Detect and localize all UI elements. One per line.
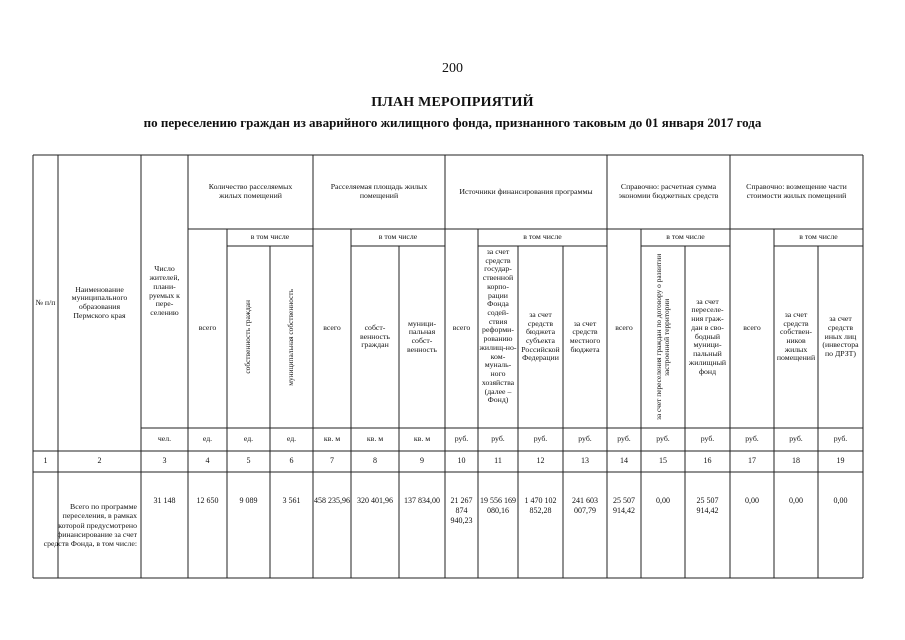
header-area-owner: собст-венность граждан [360,322,390,350]
column-number-cell: 7 [330,456,334,466]
table-cell: 0,00 [656,496,670,505]
table-cell: 31 148 [153,496,176,505]
unit-cell: кв. м [323,434,341,444]
header-save-contract [641,246,685,428]
header-incl-funding: в том числе [523,232,562,242]
header-group-area: Расселяемая площадь жилых помещений [330,182,428,200]
column-number-cell: 6 [289,456,294,466]
header-incl-count: в том числе [250,232,290,242]
table-cell: 0,00 [745,496,759,505]
header-save-contract-text: за счет переселения граждан по договору о развитии застроенной территории [653,253,671,421]
unit-cell: руб. [745,434,759,444]
header-fund-corp: за счет средств государ-ственной корпо-рации Фонда содей-ствия реформи-рованию жилищ-но-ком-муналь-ного хозяйства (далее – Фонд) [479,247,517,405]
header-area-total: всего [323,323,341,333]
table-cell: 1 470 102 852,28 [524,496,557,515]
unit-cell: руб. [833,434,848,444]
table-cell: 21 267 874 940,23 [450,496,473,525]
unit-cell: ед. [243,434,254,444]
column-number-cell: 18 [792,456,800,466]
unit-cell: руб. [533,434,548,444]
header-comp-other: за счет средств иных лиц (инвестора по ДРЗТ) [822,314,859,359]
unit-cell: руб. [617,434,631,444]
header-fund-region: за счет средств бюджета субъекта Российской Федерации [521,309,560,363]
header-comp-total: всего [743,323,761,333]
table-cell: 0,00 [789,496,803,505]
unit-cell: руб. [656,434,670,444]
table-cell: 12 650 [196,496,219,505]
header-incl-comp: в том числе [799,232,838,242]
table-cell: 9 089 [239,496,258,505]
unit-cell: ед. [202,434,213,444]
header-comp-owners: за счет средств собствен-ников жилых помещений [776,309,816,363]
header-savings-total: всего [615,323,633,333]
column-number-cell: 11 [494,456,502,466]
column-number-cell: 14 [620,456,628,466]
column-number-cell: 8 [373,456,377,466]
header-area-municipal: муници-пальная собст-венность [407,318,437,354]
unit-cell: руб. [700,434,715,444]
unit-cell: кв. м [413,434,431,444]
unit-cell: чел. [157,434,172,444]
table-cell: 241 603 007,79 [572,496,598,515]
document-subtitle: по переселению граждан из аварийного жилищного фонда, признанного таковым до 01 января 2017 года [143,115,762,130]
document-title: ПЛАН МЕРОПРИЯТИЙ [371,95,534,110]
header-incl-savings: в том числе [666,232,705,242]
column-number-cell: 4 [205,456,210,466]
table-cell: 137 834,00 [404,496,440,505]
header-count-owner [227,246,270,428]
unit-cell: руб. [454,434,469,444]
header-group-count: Количество расселяемых жилых помещений [208,182,293,200]
column-number-cell: 19 [836,456,845,466]
header-residents: Число жителей, плани-руемых к пере-селению [149,264,180,317]
unit-cell: ед. [286,434,297,444]
table-cell: 25 507 914,42 [613,496,635,515]
header-group-ref-savings: Справочно: расчетная сумма экономии бюджетных средств [618,182,719,200]
column-number-cell: 15 [659,456,667,466]
column-number-cell: 12 [536,456,545,466]
header-count-municipal-text: муниципальная собственность [286,288,296,386]
header-num: № п/п [35,297,56,307]
column-number-cell: 3 [162,456,167,466]
unit-cell: руб. [578,434,592,444]
column-number-cell: 13 [581,456,589,466]
header-municipality: Наименование муниципального образования Пермского края [71,284,128,320]
page-number: 200 [442,61,463,76]
table-cell: 25 507 914,42 [696,496,719,515]
table-cell: 19 556 169 080,16 [480,496,516,515]
header-funding-total: всего [452,323,471,333]
header-group-ref-compensation: Справочно: возмещение части стоимости жилых помещений [746,182,847,200]
column-number-cell: 17 [748,456,756,466]
column-number-cell: 2 [97,456,102,466]
column-number-cell: 10 [457,456,466,466]
column-number-cell: 5 [246,456,251,466]
header-fund-local: за счет средств местного бюджета [569,318,601,354]
unit-cell: руб. [491,434,505,444]
header-incl-area: в том числе [378,232,418,242]
total-row-label: Всего по программе переселения, в рамках которой предусмотрено финансирование за счет средств Фонда, в том числе: [43,502,137,549]
table-cell: 3 561 [282,496,301,505]
header-count-owner-text: собственность граждан [243,300,253,374]
table-cell: 320 401,96 [357,496,393,505]
header-save-free: за счет переселе-ния граж-дан в сво-бодный муници-пальный жилищный фонд [688,296,727,376]
column-number-cell: 16 [703,456,712,466]
unit-cell: кв. м [366,434,384,444]
header-group-funding: Источники финансирования программы [459,186,593,196]
header-count-total: всего [198,323,217,333]
table-cell: 0,00 [833,496,848,505]
column-number-cell: 9 [420,456,424,466]
column-number-cell: 1 [43,456,48,466]
header-count-municipal [270,246,313,428]
unit-cell: руб. [789,434,803,444]
table-cell: 458 235,96 [314,496,350,505]
